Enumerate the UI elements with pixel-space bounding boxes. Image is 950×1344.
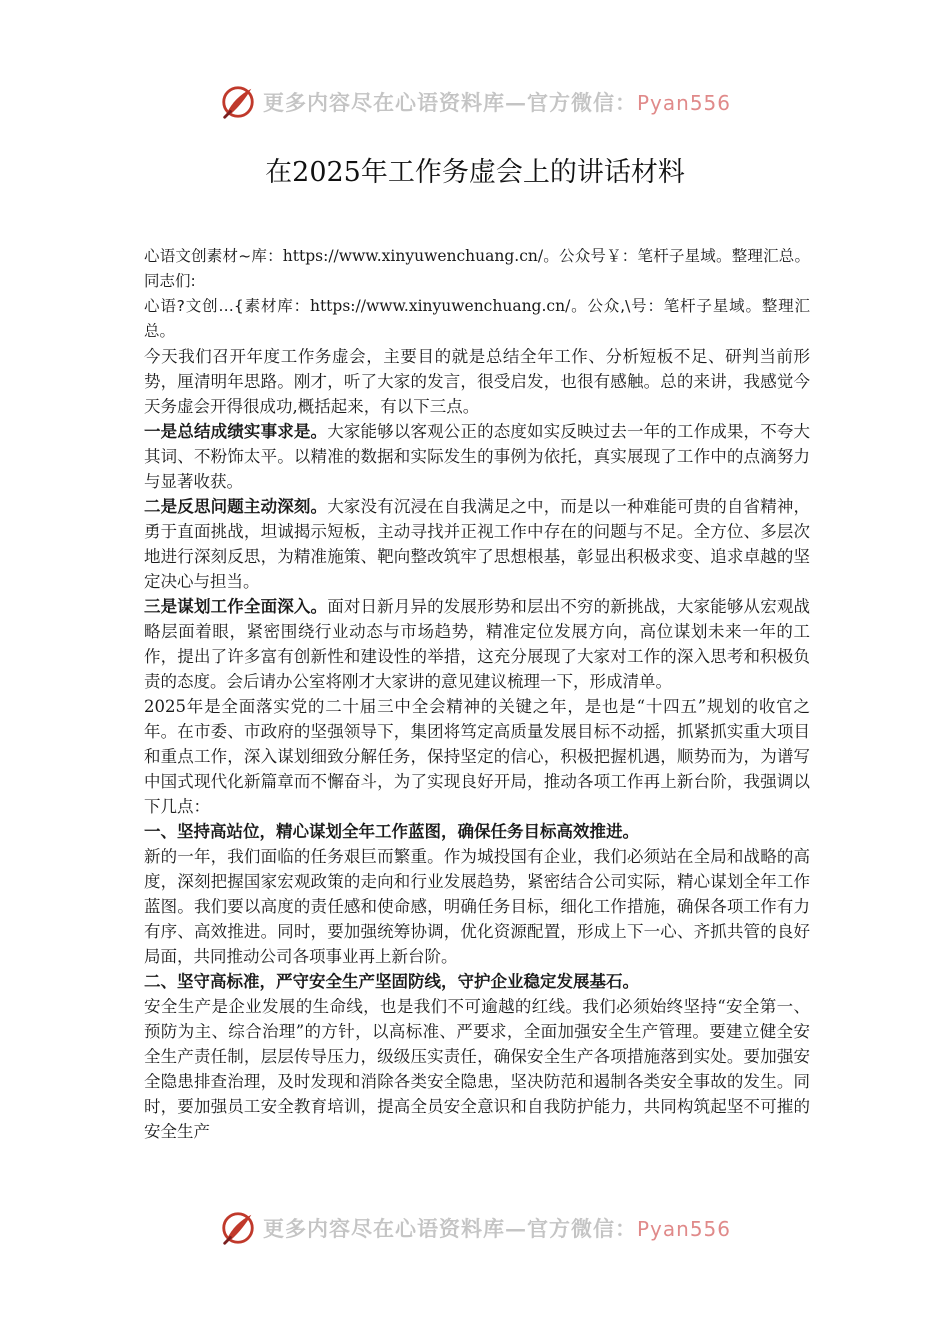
point-3-paragraph bbox=[144, 594, 810, 694]
watermark-banner-bottom bbox=[0, 1208, 950, 1248]
watermark-slogan: 更多内容尽在心语资料库—官方微信： bbox=[262, 1216, 637, 1241]
source-note-1 bbox=[144, 244, 810, 294]
intro-paragraph: 今天我们召开年度工作务虚会，主要目的就是总结全年工作、分析短板不足、研判当前形势，厘清明年思路。刚才，听了大家的发言，很受启发，也很有感触。总的来讲，我感觉今天务虚会开得很成功,概括起来，有以下三点。 bbox=[144, 347, 810, 416]
section-heading-2: 二、坚守高标准，严守安全生产坚固防线，守护企业稳定发展基石。 bbox=[144, 972, 639, 991]
point-3-body: 面对日新月异的发展形势和层出不穷的新挑战，大家能够从宏观战略层面着眼，紧密围绕行业动态与市场趋势，精准定位发展方向，高位谋划未来一年的工作，提出了许多富有创新性和建设性的举措，这充分展现了大家对工作的深入思考和积极负责的态度。会后请办公室将刚才大家讲的意见建议梳理一下，形成清单。 bbox=[144, 597, 811, 691]
point-1-lead: 一是总结成绩实事求是。 bbox=[144, 422, 328, 441]
point-3-lead: 三是谋划工作全面深入。 bbox=[144, 597, 328, 616]
section-heading-1: 一、坚持高站位，精心谋划全年工作蓝图，确保任务目标高效推进。 bbox=[144, 822, 639, 841]
watermark-wechat-id: Pyan556 bbox=[636, 91, 731, 115]
source-note-2 bbox=[144, 294, 810, 344]
source-note-1-prefix: 心语文创素材~库： bbox=[144, 247, 283, 265]
point-2-lead: 二是反思问题主动深刻。 bbox=[144, 497, 328, 516]
source-note-2-suffix: 。公众,\号：笔杆子星域。整理汇总。 bbox=[144, 297, 811, 340]
source-note-1-suffix: 。公众号￥：笔杆子星域。整理汇总。同志们: bbox=[144, 247, 810, 290]
document-body bbox=[144, 244, 810, 1144]
pen-logo-icon bbox=[219, 83, 257, 121]
point-2-body: 大家没有沉浸在自我满足之中，而是以一种难能可贵的自省精神，勇于直面挑战，坦诚揭示短板，主动寻找并正视工作中存在的问题与不足。全方位、多层次地进行深刻反思，为精准施策、靶向整改筑牢了思想根基，彰显出积极求变、追求卓越的坚定决心与担当。 bbox=[144, 497, 811, 591]
point-1-body: 大家能够以客观公正的态度如实反映过去一年的工作成果，不夸大其词、不粉饰太平。以精准的数据和实际发生的事例为依托，真实展现了工作中的点滴努力与显著收获。 bbox=[144, 422, 811, 491]
pen-logo-icon bbox=[219, 1209, 257, 1247]
point-1-paragraph bbox=[144, 419, 810, 494]
watermark-banner-top bbox=[0, 82, 950, 122]
watermark-text bbox=[263, 1213, 731, 1243]
source-note-2-prefix: 心语?文创…{素材库： bbox=[144, 297, 310, 315]
watermark-slogan: 更多内容尽在心语资料库—官方微信： bbox=[262, 90, 637, 115]
transition-paragraph: 2025年是全面落实党的二十届三中全会精神的关键之年，是也是“十四五”规划的收官之年。在市委、市政府的坚强领导下，集团将笃定高质量发展目标不动摇，抓紧抓实重大项目和重点工作，深入谋划细致分解任务，保持坚定的信心，积极把握机遇，顺势而为，为谱写中国式现代化新篇章而不懈奋斗，为了实现良好开局，推动各项工作再上新台阶，我强调以下几点： bbox=[144, 697, 810, 816]
point-2-paragraph bbox=[144, 494, 810, 594]
section-1-paragraph: 新的一年，我们面临的任务艰巨而繁重。作为城投国有企业，我们必须站在全局和战略的高度，深刻把握国家宏观政策的走向和行业发展趋势，紧密结合公司实际，精心谋划全年工作蓝图。我们要以高度的责任感和使命感，明确任务目标，细化工作措施，确保各项工作有力有序、高效推进。同时，要加强统筹协调，优化资源配置，形成上下一心、齐抓共管的良好局面，共同推动公司各项事业再上新台阶。 bbox=[144, 847, 810, 966]
source-note-1-url: https://www.xinyuwenchuang.cn/ bbox=[282, 247, 544, 265]
watermark-wechat-id: Pyan556 bbox=[636, 1217, 731, 1241]
watermark-text bbox=[263, 87, 731, 117]
source-note-2-url: https://www.xinyuwenchuang.cn/ bbox=[309, 297, 571, 315]
document-title: 在2025年工作务虚会上的讲话材料 bbox=[265, 157, 685, 188]
section-2-paragraph: 安全生产是企业发展的生命线，也是我们不可逾越的红线。我们必须始终坚持“安全第一、预防为主、综合治理”的方针，以高标准、严要求，全面加强安全生产管理。要建立健全安全生产责任制，层层传导压力，级级压实责任，确保安全生产各项措施落到实处。要加强安全隐患排查治理，及时发现和消除各类安全隐患，坚决防范和遏制各类安全事故的发生。同时，要加强员工安全教育培训，提高全员安全意识和自我防护能力，共同构筑起坚不可摧的安全生产 bbox=[144, 997, 810, 1141]
